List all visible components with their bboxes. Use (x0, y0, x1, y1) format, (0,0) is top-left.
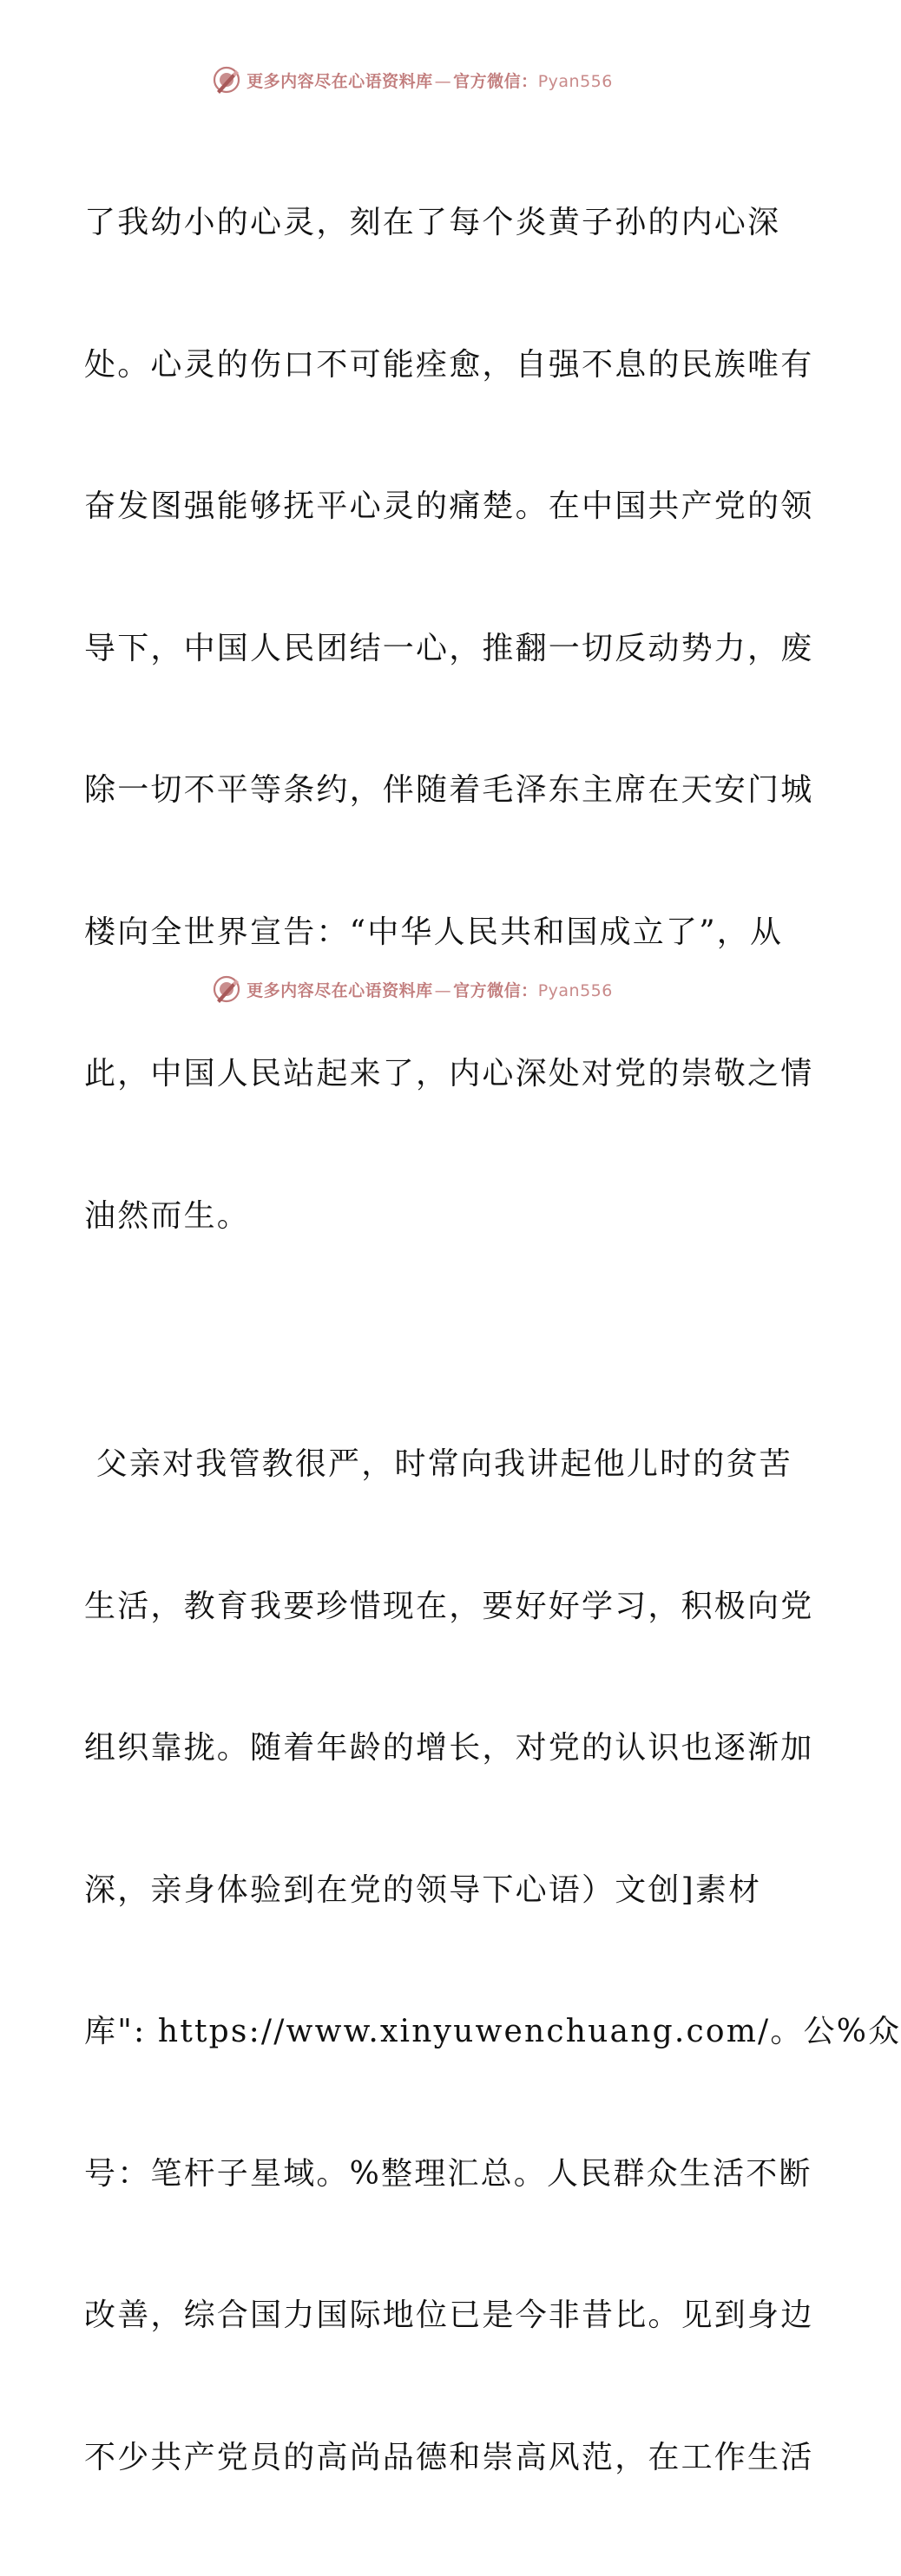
header-wechat-label: 官方微信： (453, 71, 538, 91)
text-line: 处。心灵的伤口不可能痊愈，自强不息的民族唯有 (84, 346, 814, 383)
text-line: 父亲对我管教很严，时常向我讲起他儿时的贫苦 (84, 1446, 792, 1482)
header-watermark-text (247, 69, 613, 92)
footer-wechat-label: 官方微信： (453, 980, 538, 1000)
text-line: 楼向全世界宣告：“中华人民共和国成立了”，从 (84, 914, 784, 950)
header-watermark (0, 62, 825, 97)
paragraph-2 (84, 1347, 901, 2576)
header-dash: — (434, 71, 452, 91)
text-line: 奋发图强能够抚平心灵的痛楚。在中国共产党的领 (84, 488, 814, 524)
text-line: 油然而生。 (84, 1197, 251, 1234)
text-line: 不少共产党员的高尚品德和崇高风范，在工作生活 (84, 2439, 814, 2475)
footer-dash: — (434, 980, 452, 1000)
text-line: 库": https://www.xinyuwenchuang.com/。公%众 (84, 2014, 901, 2049)
text-line: 了我幼小的心灵，刻在了每个炎黄子孙的内心深 (84, 205, 781, 240)
pen-seal-logo-icon (212, 974, 241, 1004)
footer-watermark-text (247, 978, 613, 1001)
footer-site-label: 更多内容尽在心语资料库 (247, 980, 433, 1000)
text-line: 生活，教育我要珍惜现在，要好好学习，积极向党 (84, 1588, 814, 1624)
text-line: 深，亲身体验到在党的领导下心语）文创]素材 (84, 1871, 762, 1908)
footer-wechat-id: Pyan556 (537, 980, 613, 1000)
header-wechat-id: Pyan556 (537, 71, 613, 91)
text-line: 组织靠拢。随着年龄的增长，对党的认识也逐渐加 (84, 1730, 814, 1766)
text-line: 除一切不平等条约，伴随着毛泽东主席在天安门城 (84, 772, 814, 808)
text-line: 号：笔杆子星域。%整理汇总。人民群众生活不断 (84, 2155, 812, 2192)
text-line: 改善，综合国力国际地位已是今非昔比。见到身边 (84, 2297, 814, 2333)
text-line: 此，中国人民站起来了，内心深处对党的崇敬之情 (84, 1056, 814, 1091)
paragraph-1 (84, 105, 814, 1334)
document-body (84, 105, 901, 2576)
header-site-label: 更多内容尽在心语资料库 (247, 71, 433, 91)
footer-watermark (0, 972, 825, 1006)
text-line: 导下，中国人民团结一心，推翻一切反动势力，废 (84, 630, 814, 666)
pen-seal-logo-icon (212, 65, 241, 95)
